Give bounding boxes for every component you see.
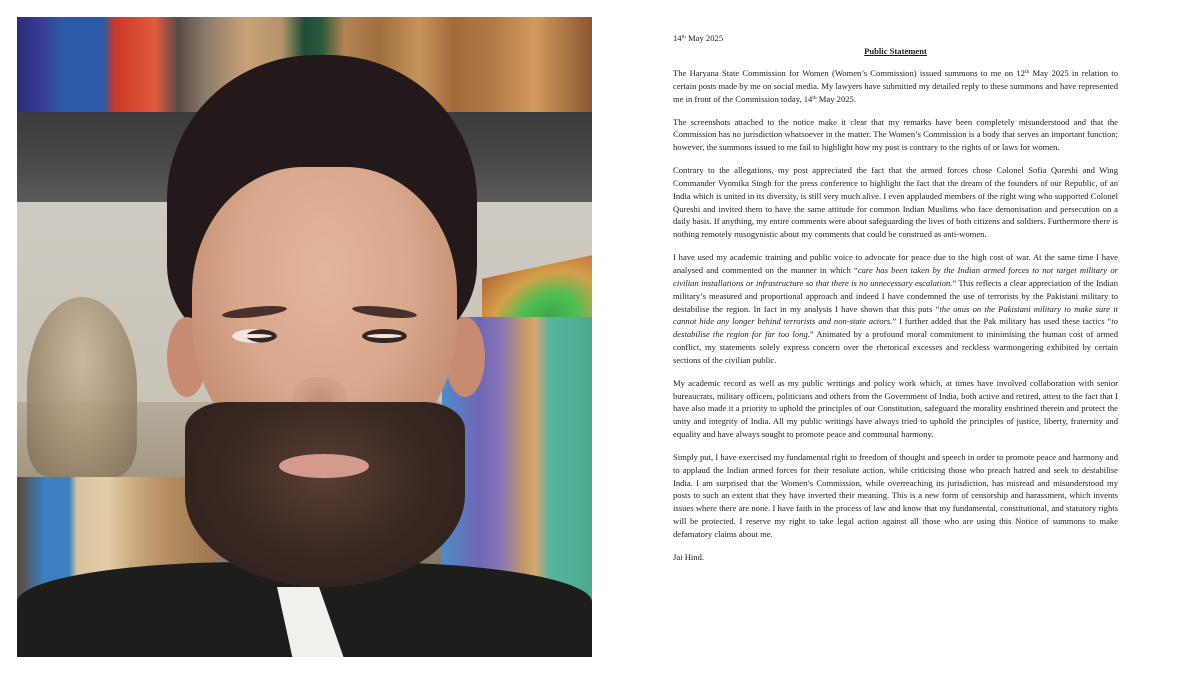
date-day: 14 [673, 33, 682, 43]
paragraph-fundamental-rights: Simply put, I have exercised my fundamental right to freedom of thought and speech in order to promote peace and harmony and to applaud the Indian armed forces for their resolute action, while criticising those who preach hatred and seek to destabilise India. I am surprised that the Women’s Commission, while overreaching its jurisdiction, has misread and misunderstood my posts to such an extent that they have inverted their meaning. This is a new form of censorship and harassment, which invents issues where there are none. I have faith in the process of law and know that my fundamental, constitutional, and statutory rights will be protected. I reserve my right to take legal action against all those who are using this Notice of summons to make defamatory claims about me. [673, 451, 1118, 539]
paragraph-jurisdiction: The screenshots attached to the notice make it clear that my remarks have been completely misunderstood and that the Commission has no jurisdiction whatsoever in the matter. The Women’s Commission is a body that serves an important function; however, the summons issued to me fail to highlight how my post is contrary to the rights of or laws for women. [673, 116, 1118, 153]
beard [185, 402, 465, 587]
text-run: ” This reflects a clear appreciation of the Indian military’s measured and proportional approach and indeed I have condemned the use of terrorists by the Pakistani military to destabilise the region. In fact in my analysis I have shown that this puts “ [673, 277, 1118, 314]
text-run: May 2025. [816, 93, 856, 104]
signoff: Jai Hind. [673, 551, 705, 562]
date-month-year: May 2025 [685, 33, 724, 43]
portrait-photo [17, 17, 592, 657]
document-title: Public Statement [864, 46, 927, 56]
paragraph-allegations: Contrary to the allegations, my post appreciated the fact that the armed forces chose Colonel Sofia Qureshi and Wing Commander Vyomika Singh for the press conference to highlight the fact that the dream of the founders of our Republic, of an India which is united in its diversity, is still very much alive. I even applauded members of the right wing who supported Colonel Qureshi and invited them to have the same attitude for common Indian Muslims who face demonisation and persecution on a daily basis. If anything, my entire comments were about safeguarding the lives of both citizens and soldiers. Furthermore there is nothing remotely misogynistic about my comments that could be construed as anti-women. [673, 165, 1118, 240]
text-run: May 2025 in relation to certain posts made by me on social media. My lawyers have submitted my detailed reply to these summons and have represented me in front of the Commission today, 14 [673, 68, 1118, 104]
ordinal-suffix: th [812, 94, 817, 101]
paragraph-peace-advocacy [673, 251, 1118, 367]
quoted-text: care has been taken by the Indian armed forces to not target military or civilian installations or infrastructure so that there is no unnecessary escalation. [673, 264, 1118, 288]
left-eye [232, 329, 277, 343]
text-run: I have used my academic training and public voice to advocate for peace due to the high cost of war. At the same time I have analysed and commented on the manner in which “ [673, 252, 1118, 275]
statement-date [673, 32, 1118, 45]
quoted-text: the onus on the Pakistani military to make sure it cannot hide any longer behind terrorists and non-state actors. [673, 303, 1118, 327]
paragraph-academic-record: My academic record as well as my public writings and policy work which, at times have involved collaboration with senior bureaucrats, military officers, politicians and others from the Government of India, both active and retired, attest to the fact that I have also made it a priority to uphold the principles of our Constitution, safeguard the morality enshrined therein and protect the unity and integrity of India. All my public writings have always tried to uphold the principles of justice, liberty, fraternity and equality and have always sought to promote peace and communal harmony. [673, 377, 1118, 440]
text-run: ” Animated by a profound moral commitment to minimising the human cost of armed conflict, my statements solely express concern over the rhetorical excesses and reckless warmongering exhibited by certain sections of the civilian public. [673, 329, 1118, 365]
public-statement-document [673, 32, 1118, 574]
text-run: The Haryana State Commission for Women (Women’s Commission) issued summons to me on 12 [673, 68, 1025, 78]
quoted-text: to destabilise the region for far too long. [673, 316, 1118, 340]
text-run: ” I further added that the Pak military has used these tactics “ [892, 316, 1112, 327]
bust-statue [27, 297, 137, 477]
ordinal-suffix: th [1024, 69, 1030, 75]
right-eye [362, 329, 407, 343]
date-suffix: th [681, 34, 686, 40]
paragraph-summons [673, 67, 1118, 106]
lips [279, 454, 369, 478]
